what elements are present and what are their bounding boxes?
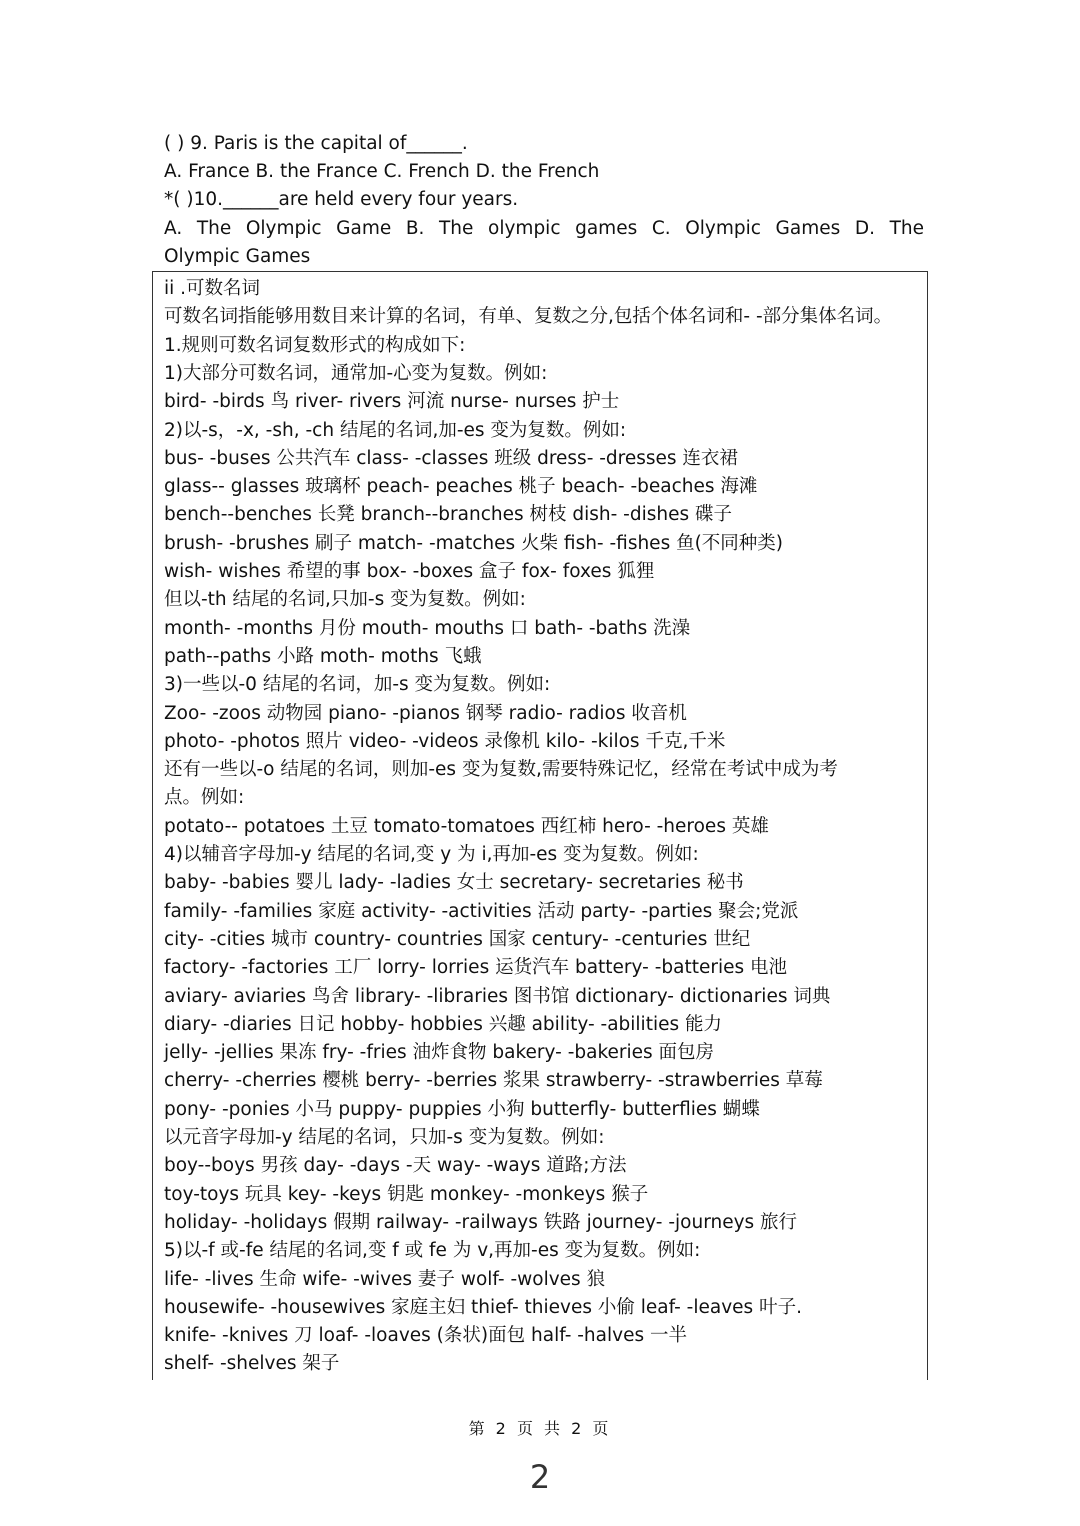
section-line: 1.规则可数名词复数形式的构成如下: bbox=[164, 334, 466, 356]
question-9-stem: ( ) 9. Paris is the capital of______. bbox=[164, 133, 468, 154]
section-line: aviary- aviaries 鸟舍 library- -libraries 图书馆 dictionary- dictionaries 词典 bbox=[164, 985, 831, 1007]
section-line: cherry- -cherries 樱桃 berry- -berries 浆果 strawberry- -strawberries 草莓 bbox=[164, 1070, 823, 1092]
section-line: 2)以-s，-x, -sh, -ch 结尾的名词,加-es 变为复数。例如: bbox=[164, 419, 627, 441]
section-line: 点。例如: bbox=[164, 787, 245, 809]
section-line: potato-- potatoes 土豆 tomato-tomatoes 西红柿 hero- -heroes 英雄 bbox=[164, 815, 769, 837]
section-line: housewife- -housewives 家庭主妇 thief- thieves 小偷 leaf- -leaves 叶子. bbox=[164, 1296, 802, 1318]
section-line: path--paths 小路 moth- moths 飞蛾 bbox=[164, 645, 482, 667]
section-line: 5)以-f 或-fe 结尾的名词,变 f 或 fe 为 v,再加-es 变为复数。例如: bbox=[164, 1240, 701, 1262]
section-line: baby- -babies 婴儿 lady- -ladies 女士 secretary- secretaries 秘书 bbox=[164, 872, 744, 894]
section-line: 还有一些以-o 结尾的名词，则加-es 变为复数,需要特殊记忆，经常在考试中成为考 bbox=[164, 759, 838, 781]
question-10-options-continued: Olympic Games bbox=[164, 246, 311, 267]
question-10-stem: *( )10.______are held every four years. bbox=[164, 189, 519, 210]
question-10-options: A. The Olympic Game B. The olympic games C. Olympic Games D. The bbox=[164, 218, 924, 239]
question-9-options: A. France B. the France C. French D. the French bbox=[164, 161, 600, 182]
section-line: brush- -brushes 刷子 match- -matches 火柴 fish- -fishes 鱼(不同种类) bbox=[164, 532, 784, 554]
section-line: month- -months 月份 mouth- mouths 口 bath- -baths 洗澡 bbox=[164, 617, 691, 639]
section-line: city- -cities 城市 country- countries 国家 century- -centuries 世纪 bbox=[164, 928, 751, 950]
section-line: life- -lives 生命 wife- -wives 妻子 wolf- -wolves 狼 bbox=[164, 1268, 606, 1290]
section-line: bird- -birds 鸟 river- rivers 河流 nurse- nurses 护士 bbox=[164, 391, 620, 413]
section-line: family- -families 家庭 activity- -activities 活动 party- -parties 聚会;党派 bbox=[164, 900, 799, 922]
page-label: 第 2 页 共 2 页 bbox=[468, 1419, 612, 1438]
section-line: 可数名词指能够用数目来计算的名词，有单、复数之分,包括个体名词和- -部分集体名词。 bbox=[164, 306, 893, 328]
section-line: 1)大部分可数名词，通常加-心变为复数。例如: bbox=[164, 362, 548, 384]
section-line: bench--benches 长凳 branch--branches 树枝 dish- -dishes 碟子 bbox=[164, 504, 732, 526]
section-line: knife- -knives 刀 loaf- -loaves (条状)面包 half- -halves 一半 bbox=[164, 1325, 687, 1347]
section-line: jelly- -jellies 果冻 fry- -fries 油炸食物 bakery- -bakeries 面包房 bbox=[164, 1042, 715, 1064]
page-number: 2 bbox=[529, 1458, 551, 1496]
section-line: shelf- -shelves 架子 bbox=[164, 1353, 340, 1375]
section-line: diary- -diaries 日记 hobby- hobbies 兴趣 ability- -abilities 能力 bbox=[164, 1013, 722, 1035]
section-line: 以元音字母加-y 结尾的名词，只加-s 变为复数。例如: bbox=[164, 1127, 605, 1148]
section-line: 3)一些以-0 结尾的名词，加-s 变为复数。例如: bbox=[164, 674, 551, 696]
section-line: 但以-th 结尾的名词,只加-s 变为复数。例如: bbox=[164, 589, 526, 611]
section-line: 4)以辅音字母加-y 结尾的名词,变 y 为 i,再加-es 变为复数。例如: bbox=[164, 844, 699, 865]
section-line: wish- wishes 希望的事 box- -boxes 盒子 fox- foxes 狐狸 bbox=[164, 561, 655, 582]
section-line: bus- -buses 公共汽车 class- -classes 班级 dress- -dresses 连衣裙 bbox=[164, 447, 738, 469]
section-line: glass-- glasses 玻璃杯 peach- peaches 桃子 beach- -beaches 海滩 bbox=[164, 476, 758, 498]
section-line: boy--boys 男孩 day- -days -天 way- -ways 道路;方法 bbox=[164, 1155, 627, 1177]
section-line: factory- -factories 工厂 lorry- lorries 运货汽车 battery- -batteries 电池 bbox=[164, 957, 788, 979]
section-line: Zoo- -zoos 动物园 piano- -pianos 钢琴 radio- radios 收音机 bbox=[164, 702, 687, 724]
section-line: holiday- -holidays 假期 railway- -railways 铁路 journey- -journeys 旅行 bbox=[164, 1211, 798, 1233]
section-line: photo- -photos 照片 video- -videos 录像机 kilo- -kilos 千克,千米 bbox=[164, 730, 726, 752]
section-line: ii .可数名词 bbox=[164, 278, 261, 299]
section-line: pony- -ponies 小马 puppy- puppies 小狗 butterfly- butterflies 蝴蝶 bbox=[164, 1098, 760, 1120]
section-line: toy-toys 玩具 key- -keys 钥匙 monkey- -monkeys 猴子 bbox=[164, 1183, 649, 1205]
